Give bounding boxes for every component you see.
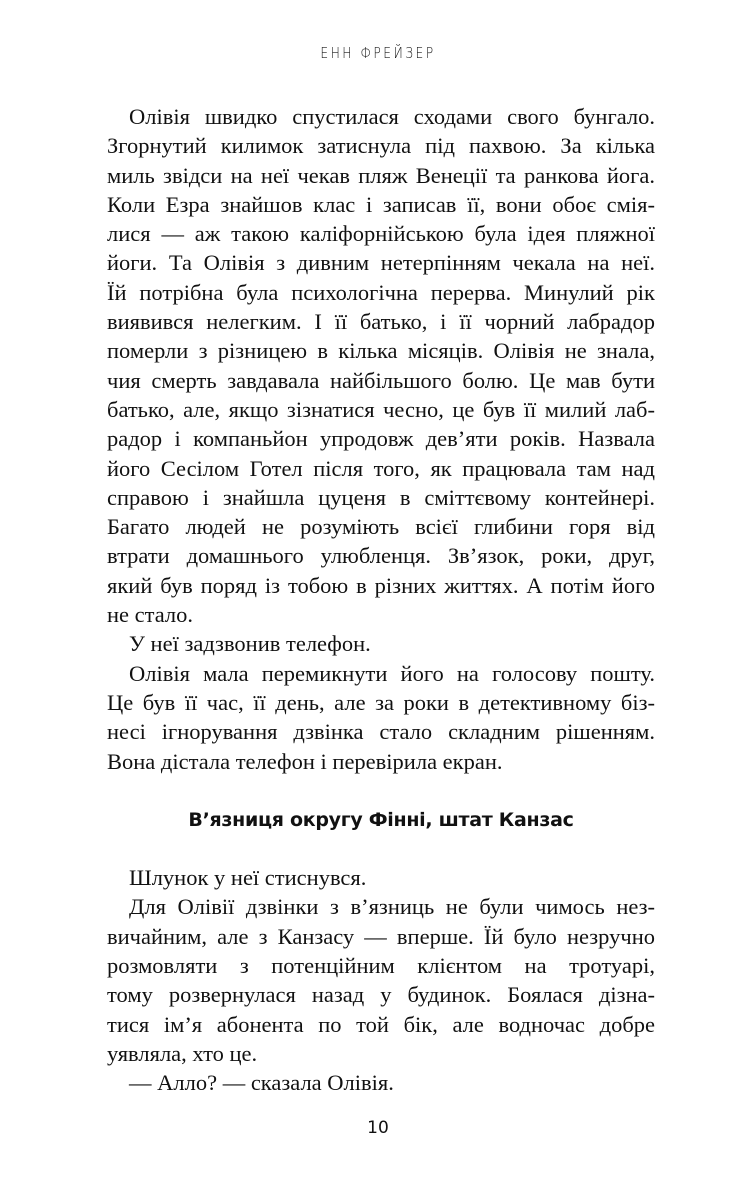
text-line: батько, але, якщо зізнатися чесно, це був її милий лаб- — [107, 396, 655, 422]
text-line: померли з різницею в кілька місяців. Олівія не знала, — [107, 338, 655, 364]
text-line: Вона дістала телефон і перевірила екран. — [107, 748, 503, 774]
text-line: тому розвернулася назад у будинок. Боялася дізна- — [107, 982, 655, 1008]
text-line: виявився нелегким. І її батько, і її чорний лабрадор — [107, 309, 655, 335]
text-line: розмовляти з потенційним клієнтом на тротуарі, — [107, 953, 655, 979]
text-line: чия смерть завдавала найбільшого болю. Це мав бути — [107, 367, 655, 393]
section-subheading: В’язниця округу Фінні, штат Канзас — [188, 808, 574, 831]
text-line: радор і компаньйон упродовж дев’яти років. Назвала — [107, 426, 655, 452]
text-line: — Алло? — сказала Олівія. — [129, 1070, 394, 1096]
text-line: його Сесілом Готел після того, як працювала там над — [107, 455, 655, 481]
text-line: Шлунок у неї стиснувся. — [129, 865, 367, 891]
text-line: вичайним, але з Канзасу — вперше. Їй було незручно — [107, 923, 655, 949]
text-line: У неї задзвонив телефон. — [129, 631, 371, 657]
text-line: несі ігнорування дзвінка стало складним рішенням. — [107, 719, 655, 745]
running-head-author: ЕНН ФРЕЙЗЕР — [320, 44, 436, 62]
text-line: Олівія швидко спустилася сходами свого бунгало. — [129, 104, 655, 129]
text-line: Олівія мала перемикнути його на голосову пошту. — [129, 660, 655, 686]
text-line: Згорнутий килимок затиснула під пахвою. За кілька — [107, 133, 655, 159]
text-line: Коли Езра знайшов клас і записав її, вони обоє смія- — [107, 191, 655, 217]
text-line: який був поряд із тобою в різних життях. А потім його — [107, 572, 655, 598]
text-line: Для Олівії дзвінки з в’язниць не були чимось нез- — [129, 894, 655, 920]
text-line: лися — аж такою каліфорнійською була ідея пляжної — [107, 221, 655, 247]
text-line: справою і знайшла цуценя в сміттєвому контейнері. — [107, 484, 655, 510]
page-number: 10 — [367, 1118, 389, 1138]
text-line: миль звідси на неї чекав пляж Венеції та ранкова йога. — [107, 162, 655, 188]
text-line: йоги. Та Олівія з дивним нетерпінням чекала на неї. — [107, 250, 655, 276]
text-line: уявляла, хто це. — [107, 1040, 258, 1066]
text-line: тися ім’я абонента по той бік, але водночас добре — [107, 1011, 655, 1037]
page-body — [107, 102, 655, 1098]
text-line: не стало. — [107, 602, 194, 628]
text-line: Їй потрібна була психологічна перерва. Минулий рік — [107, 279, 655, 305]
text-line: втрати домашнього улюбленця. Зв’язок, роки, друг, — [107, 543, 655, 569]
text-line: Це був її час, її день, але за роки в детективному біз- — [107, 689, 655, 715]
text-line: Багато людей не розуміють всієї глибини горя від — [107, 514, 655, 540]
